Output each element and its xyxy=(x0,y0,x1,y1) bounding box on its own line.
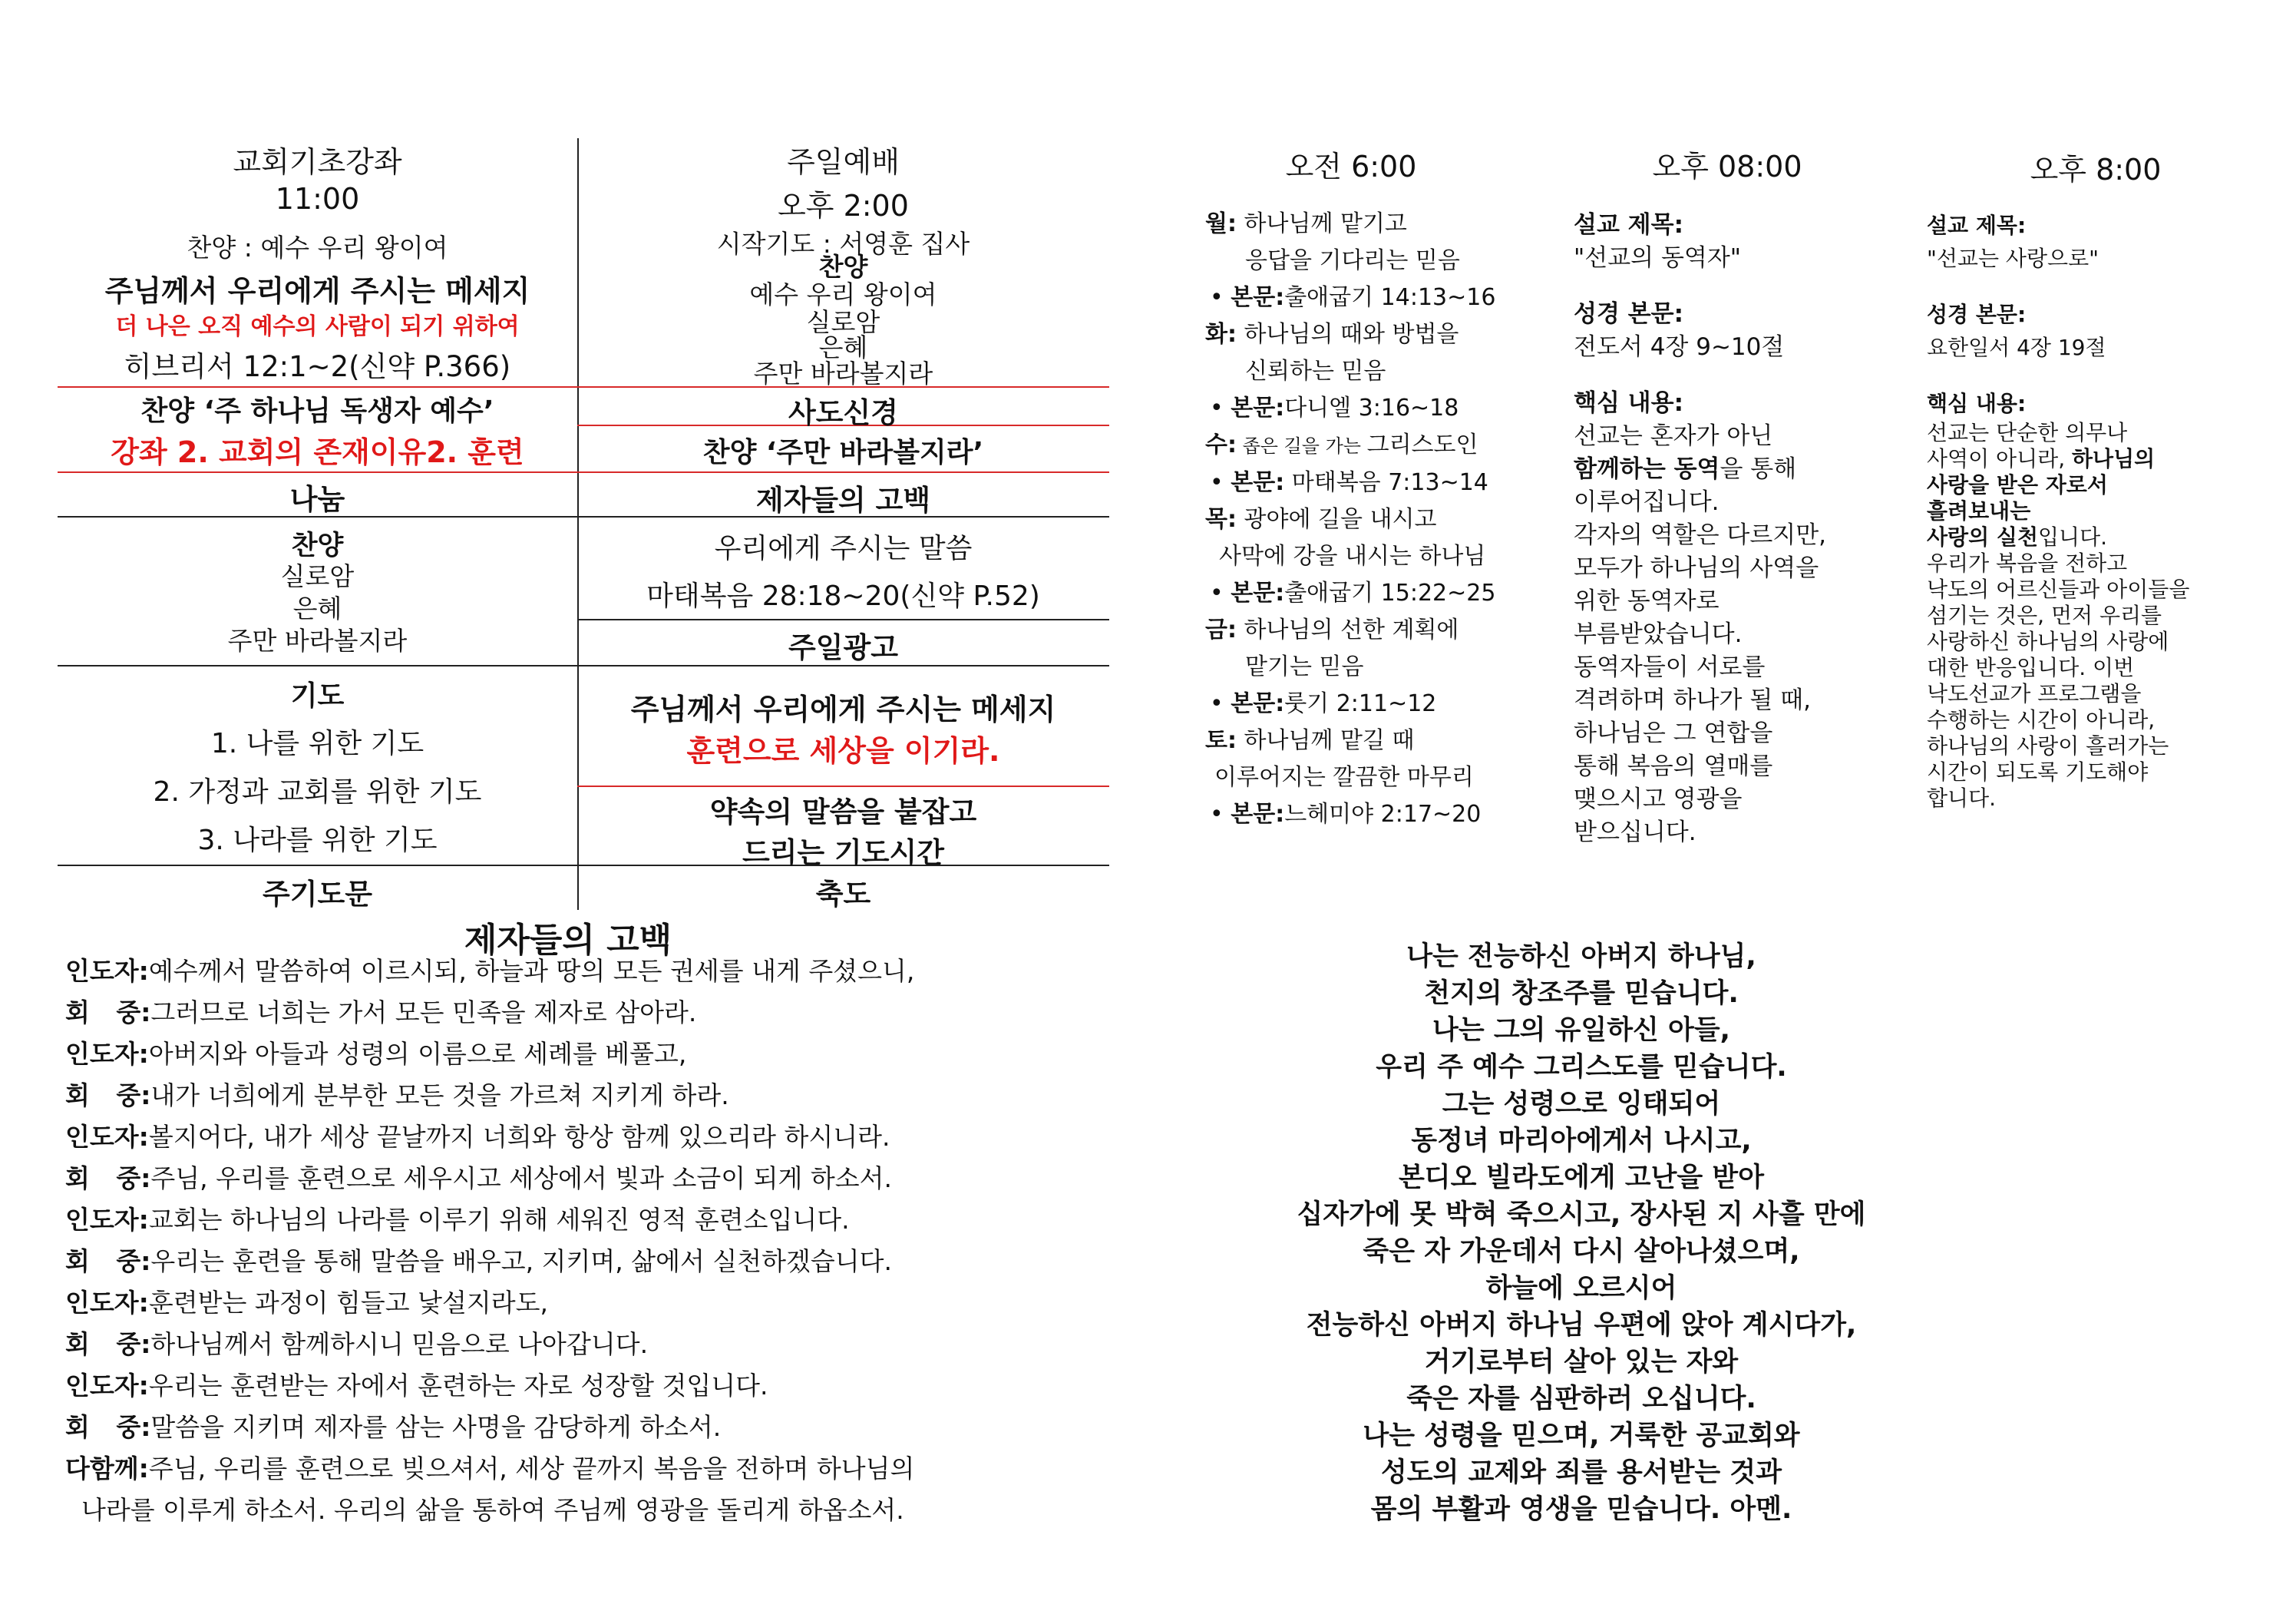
litany-line xyxy=(65,1034,1063,1075)
creed-line: 나는 전능하신 아버지 하나님, xyxy=(1406,941,1756,972)
litany-speaker: 인도자: xyxy=(65,1371,149,1401)
creed-line: 죽은 자 가운데서 다시 살아나셨으며, xyxy=(1363,1236,1800,1267)
core-line: 통해 복음의 열매를 xyxy=(1574,752,1773,780)
basic-course-title: 교회기초강좌 xyxy=(233,145,402,179)
litany-text: 우리는 훈련을 통해 말씀을 배우고, 지키며, 삶에서 실천하겠습니다. xyxy=(150,1246,893,1276)
lecture-title: 강좌 2. 교회의 존재이유2. 훈련 xyxy=(111,435,524,469)
litany-line xyxy=(65,951,1063,992)
sharing-label: 나눔 xyxy=(289,483,345,516)
devotion-passage: • 본문:느헤미야 2:17~20 xyxy=(1210,801,1482,828)
hymn-title: 찬양 ‘주만 바라볼지라’ xyxy=(702,437,984,468)
core-line: 섬기는 것은, 먼저 우리를 xyxy=(1927,603,2162,628)
praise-label: 찬양 xyxy=(818,252,868,282)
litany-speaker: 인도자: xyxy=(65,1039,149,1069)
core-line: 대한 반응입니다. 이번 xyxy=(1927,655,2135,680)
apostles-creed-text xyxy=(1198,938,1965,1528)
core-line: 함께하는 동역을 통해 xyxy=(1574,455,1797,483)
praise-song: 은혜 xyxy=(818,332,868,362)
litany-speaker: 인도자: xyxy=(65,956,149,986)
core-line: 우리가 복음을 전하고 xyxy=(1927,551,2128,576)
litany-text: 우리는 훈련받는 자에서 훈련하는 자로 성장할 것입니다. xyxy=(148,1371,768,1401)
devotion-theme: 응답을 기다리는 믿음 xyxy=(1245,247,1460,274)
evening-time-1: 오후 08:00 xyxy=(1652,150,1802,184)
sunday-service-time: 오후 2:00 xyxy=(778,189,909,223)
litany-line xyxy=(65,992,1063,1034)
devotion-passage: • 본문:룻기 2:11~12 xyxy=(1210,690,1437,717)
core-line: 선교는 단순한 의무나 xyxy=(1927,420,2128,445)
basic-course-time: 11:00 xyxy=(275,182,360,216)
creed-line: 천지의 창조주를 믿습니다. xyxy=(1424,978,1739,1009)
devotion-theme: 사막에 강을 내시는 하나님 xyxy=(1219,543,1486,570)
core-line: 동역자들이 서로를 xyxy=(1574,653,1766,681)
litany-line xyxy=(65,1324,1063,1365)
core-line: 사역이 아니라, 하나님의 xyxy=(1927,446,2156,471)
core-line: 낙도선교가 프로그램을 xyxy=(1927,681,2142,706)
creed-line: 우리 주 예수 그리스도를 믿습니다. xyxy=(1376,1052,1787,1083)
evening-time-2: 오후 8:00 xyxy=(2030,153,2162,187)
creed-line: 본디오 빌라도에게 고난을 받아 xyxy=(1398,1163,1765,1193)
divider xyxy=(577,786,1109,787)
dawn-time: 오전 6:00 xyxy=(1285,150,1417,184)
litany-text: 그러므로 너희는 가서 모든 민족을 제자로 삼아라. xyxy=(150,997,697,1027)
litany-text: 하나님께서 함께하시니 믿음으로 나아갑니다. xyxy=(150,1329,649,1359)
devotion-theme: 수: 좁은 길을 가는 그리스도인 xyxy=(1205,432,1478,458)
core-line: 사랑을 받은 자로서 xyxy=(1927,472,2108,498)
praise-song: 예수 우리 왕이여 xyxy=(749,279,937,309)
sermon-block-1 xyxy=(1574,209,1896,849)
core-label: 핵심 내용: xyxy=(1574,389,1683,417)
litany-line xyxy=(65,1407,1063,1448)
litany-speaker: 회 중: xyxy=(65,1412,151,1442)
confession-label: 제자들의 고백 xyxy=(755,484,931,517)
core-line: 이루어집니다. xyxy=(1574,488,1720,516)
litany-speaker: 인도자: xyxy=(65,1122,149,1152)
scripture-label: 성경 본문: xyxy=(1574,300,1683,328)
core-line: 맺으시고 영광을 xyxy=(1574,786,1743,813)
devotion-theme: 월: 하나님께 맡기고 xyxy=(1205,210,1407,237)
creed-line: 몸의 부활과 영생을 믿습니다. 아멘. xyxy=(1370,1494,1792,1525)
core-line: 각자의 역할은 다르지만, xyxy=(1574,521,1827,549)
core-line: 받으십니다. xyxy=(1574,819,1696,846)
promise-prayer-line: 약속의 말씀을 붙잡고 xyxy=(709,795,977,829)
litany-text: 아버지와 아들과 성령의 이름으로 세례를 베풀고, xyxy=(148,1039,687,1069)
devotion-theme: 금: 하나님의 선한 계획에 xyxy=(1205,617,1459,643)
litany-line xyxy=(65,1199,1063,1241)
praise-song: 은혜 xyxy=(292,594,342,623)
core-line: 수행하는 시간이 아니라, xyxy=(1927,707,2156,733)
scripture-text: 요한일서 4장 19절 xyxy=(1927,335,2106,360)
devotion-theme: 맡기는 믿음 xyxy=(1245,653,1364,680)
creed-line: 십자가에 못 박혀 죽으시고, 장사된 지 사흘 만에 xyxy=(1297,1199,1866,1230)
opening-prayer: 시작기도 : 서영훈 집사 xyxy=(716,229,970,259)
daily-devotions xyxy=(1205,206,1495,833)
core-line: 시간이 되도록 기도해야 xyxy=(1927,759,2149,785)
scripture-label: 성경 본문: xyxy=(1927,302,2027,327)
litany-text: 말씀을 지키며 제자를 삼는 사명을 감당하게 하소서. xyxy=(150,1412,722,1442)
praise-song: 주만 바라볼지라 xyxy=(753,359,933,389)
devotion-theme: 화: 하나님의 때와 방법을 xyxy=(1205,321,1459,348)
message-subtitle: 더 나은 오직 예수의 사람이 되기 위하여 xyxy=(115,313,520,340)
litany-speaker: 회 중: xyxy=(65,1246,151,1276)
litany-text: 주님, 우리를 훈련으로 세우시고 세상에서 빛과 소금이 되게 하소서. xyxy=(150,1163,893,1193)
praise-song: 실로암 xyxy=(280,561,355,591)
creed-line: 성도의 교제와 죄를 용서받는 것과 xyxy=(1380,1457,1782,1488)
litany-speaker: 인도자: xyxy=(65,1288,149,1318)
benediction-label: 축도 xyxy=(815,878,871,911)
apostles-creed-label: 사도신경 xyxy=(788,396,898,429)
divider xyxy=(577,619,1109,620)
devotion-passage: • 본문:다니엘 3:16~18 xyxy=(1210,395,1459,422)
prayer-item: 1. 나를 위한 기도 xyxy=(210,728,425,759)
message-title: 주님께서 우리에게 주시는 메세지 xyxy=(104,274,530,308)
litany-text: 내가 너희에게 분부한 모든 것을 가르쳐 지키게 하라. xyxy=(150,1080,729,1110)
core-line: 하나님은 그 연합을 xyxy=(1574,719,1773,747)
hymn-title: 찬양 ‘주 하나님 독생자 예수’ xyxy=(140,395,494,427)
core-line: 사랑하신 하나님의 사랑에 xyxy=(1927,629,2169,654)
creed-line: 거기로부터 살아 있는 자와 xyxy=(1424,1347,1739,1378)
litany-speaker: 회 중: xyxy=(65,997,151,1027)
announcements-label: 주일광고 xyxy=(788,631,898,664)
core-line: 위한 동역자로 xyxy=(1574,587,1720,615)
opening-hymn: 찬양 : 예수 우리 왕이여 xyxy=(187,233,448,263)
litany-speaker: 회 중: xyxy=(65,1080,151,1110)
devotion-theme: 목: 광야에 길을 내시고 xyxy=(1205,506,1437,533)
litany-speaker: 다함께: xyxy=(65,1454,149,1483)
litany-line xyxy=(65,1282,1063,1324)
core-line: 하나님의 사랑이 흘러가는 xyxy=(1927,733,2169,759)
core-line: 격려하며 하나가 될 때, xyxy=(1574,686,1811,714)
divider xyxy=(58,471,1109,473)
divider xyxy=(58,665,577,666)
promise-prayer-line: 드리는 기도시간 xyxy=(742,836,945,869)
sermon-title-label: 설교 제목: xyxy=(1574,211,1683,239)
creed-line: 나는 성령을 믿으며, 거룩한 공교회와 xyxy=(1363,1421,1800,1451)
sermon-title-label: 설교 제목: xyxy=(1927,213,2027,238)
prayer-label: 기도 xyxy=(290,680,345,712)
scripture-text: 전도서 4장 9~10절 xyxy=(1574,333,1785,361)
core-line: 부름받았습니다. xyxy=(1574,620,1743,648)
devotion-passage: • 본문:출애굽기 15:22~25 xyxy=(1210,580,1496,607)
litany-text: 교회는 하나님의 나라를 이루기 위해 세워진 영적 훈련소입니다. xyxy=(148,1205,850,1235)
litany-text: 훈련받는 과정이 힘들고 낯설지라도, xyxy=(148,1288,548,1318)
devotion-passage: • 본문: 마태복음 7:13~14 xyxy=(1210,469,1488,496)
scripture-reference: 히브리서 12:1~2(신약 P.366) xyxy=(124,350,511,383)
litany-line xyxy=(65,1241,1063,1282)
sermon-title: "선교의 동역자" xyxy=(1574,244,1742,272)
lords-prayer-label: 주기도문 xyxy=(263,878,372,911)
litany-line xyxy=(65,1448,1063,1490)
core-line: 흘려보내는 xyxy=(1927,498,2031,524)
message-subtitle: 훈련으로 세상을 이기라. xyxy=(686,734,1000,768)
core-line: 사랑의 실천입니다. xyxy=(1927,524,2108,550)
praise-label: 찬양 xyxy=(291,531,344,561)
core-label: 핵심 내용: xyxy=(1927,391,2027,416)
praise-song: 실로암 xyxy=(806,307,880,337)
devotion-theme: 토: 하나님께 맡길 때 xyxy=(1205,727,1415,754)
sermon-title: "선교는 사랑으로" xyxy=(1927,246,2099,271)
core-line: 낙도의 어르신들과 아이들을 xyxy=(1927,577,2190,602)
core-line: 모두가 하나님의 사역을 xyxy=(1574,554,1819,582)
prayer-item: 3. 나라를 위한 기도 xyxy=(197,825,438,856)
confession-litany xyxy=(65,951,1063,1531)
message-title: 주님께서 우리에게 주시는 메세지 xyxy=(630,693,1056,726)
litany-line xyxy=(65,1116,1063,1158)
creed-line: 죽은 자를 심판하러 오십니다. xyxy=(1406,1384,1756,1414)
litany-speaker: 인도자: xyxy=(65,1205,149,1235)
prayer-item: 2. 가정과 교회를 위한 기도 xyxy=(153,776,482,808)
sunday-service-title: 주일예배 xyxy=(787,145,900,179)
core-line: 합니다. xyxy=(1927,786,1997,811)
creed-line: 동정녀 마리아에게서 나시고, xyxy=(1411,1126,1752,1156)
litany-speaker: 회 중: xyxy=(65,1163,151,1193)
creed-line: 그는 성령으로 잉태되어 xyxy=(1442,1089,1721,1120)
confession-title: 제자들의 고백 xyxy=(464,921,672,960)
devotion-passage: • 본문:출애굽기 14:13~16 xyxy=(1210,284,1496,311)
creed-line: 나는 그의 유일하신 아들, xyxy=(1432,1015,1730,1046)
litany-line xyxy=(65,1075,1063,1116)
core-line: 선교는 혼자가 아닌 xyxy=(1574,422,1773,450)
litany-text: 나라를 이루게 하소서. 우리의 삶을 통하여 주님께 영광을 돌리게 하옵소서. xyxy=(65,1495,904,1525)
creed-line: 전능하신 아버지 하나님 우편에 앉아 계시다가, xyxy=(1306,1310,1857,1341)
litany-line xyxy=(65,1490,1063,1531)
litany-line xyxy=(65,1158,1063,1199)
litany-text: 주님, 우리를 훈련으로 빚으셔서, 세상 끝까지 복음을 전하며 하나님의 xyxy=(148,1454,915,1483)
word-label: 우리에게 주시는 말씀 xyxy=(714,533,973,564)
litany-speaker: 회 중: xyxy=(65,1329,151,1359)
sermon-block-2 xyxy=(1927,209,2272,812)
litany-text: 볼지어다, 내가 세상 끝날까지 너희와 항상 함께 있으리라 하시니라. xyxy=(148,1122,890,1152)
scripture-reference: 마태복음 28:18~20(신약 P.52) xyxy=(646,580,1040,612)
litany-text: 예수께서 말씀하여 이르시되, 하늘과 땅의 모든 권세를 내게 주셨으니, xyxy=(148,956,915,986)
creed-line: 하늘에 오르시어 xyxy=(1485,1273,1677,1304)
devotion-theme: 신뢰하는 믿음 xyxy=(1245,358,1386,385)
litany-line xyxy=(65,1365,1063,1407)
devotion-theme: 이루어지는 깔끔한 마무리 xyxy=(1214,764,1474,791)
praise-song: 주만 바라볼지라 xyxy=(227,626,408,656)
